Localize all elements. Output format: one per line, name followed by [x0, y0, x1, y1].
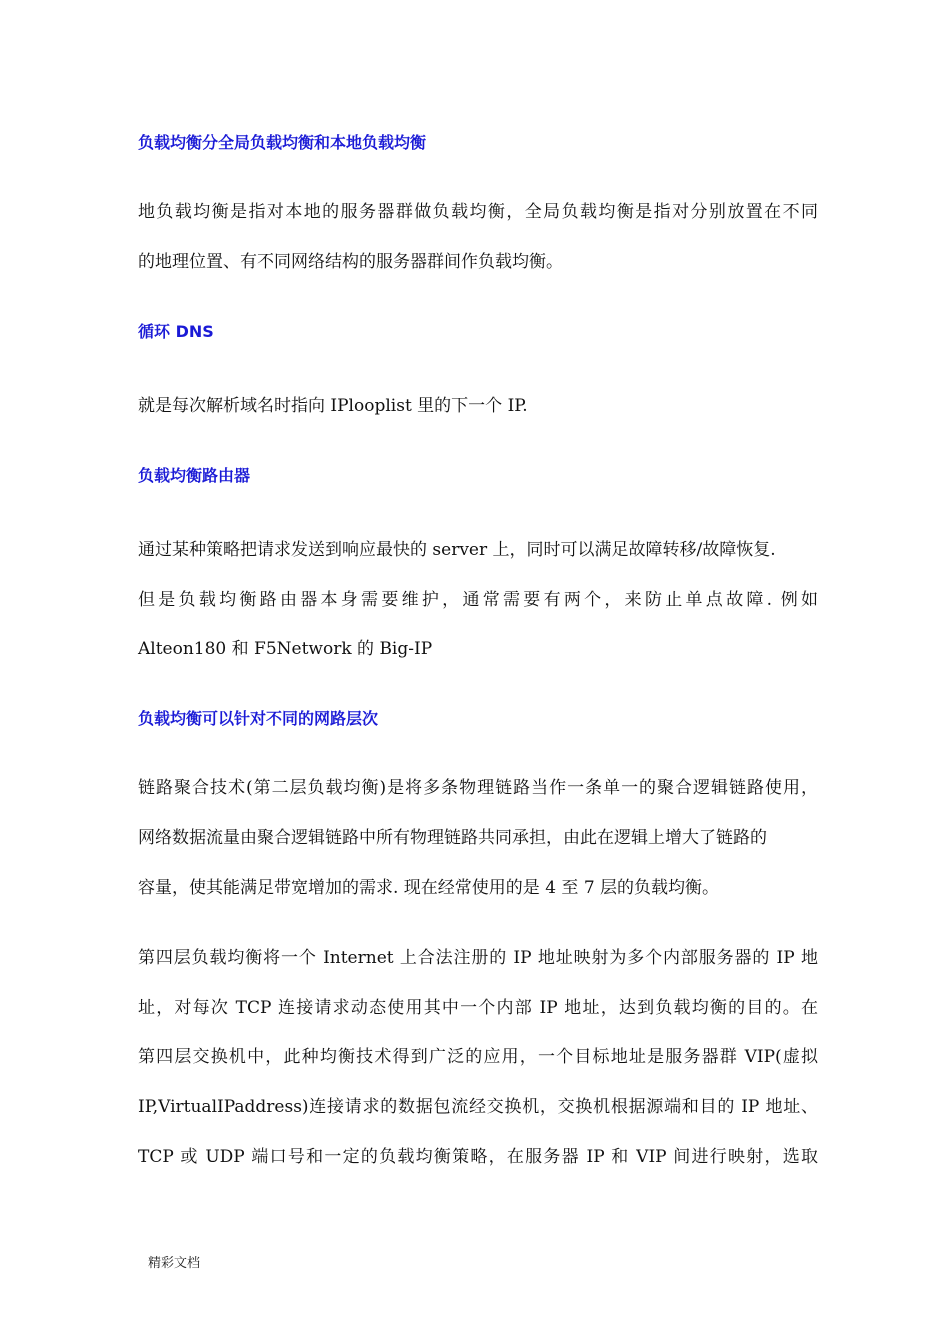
body-line: 容量，使其能满足带宽增加的需求. 现在经常使用的是 4 至 7 层的负载均衡。 [138, 878, 720, 898]
body-line: 但是负载均衡路由器本身需要维护，通常需要有两个，来防止单点故障. 例如 [138, 590, 818, 610]
body-line: 链路聚合技术(第二层负载均衡)是将多条物理链路当作一条单一的聚合逻辑链路使用， [138, 778, 818, 798]
body-line: TCP 或 UDP 端口号和一定的负载均衡策略，在服务器 IP 和 VIP 间进行映射，选取 [138, 1147, 818, 1167]
body-line: 就是每次解析域名时指向 IPlooplist 里的下一个 IP. [138, 396, 528, 416]
body-line: 网络数据流量由聚合逻辑链路中所有物理链路共同承担，由此在逻辑上增大了链路的 [138, 828, 767, 848]
body-line: 第四层负载均衡将一个 Internet 上合法注册的 IP 地址映射为多个内部服务器的 IP 地 [138, 948, 818, 968]
page-footer-label: 精彩文档 [148, 1256, 201, 1271]
section-heading-network-layers: 负载均衡可以针对不同的网路层次 [138, 709, 379, 728]
body-line: 地负载均衡是指对本地的服务器群做负载均衡，全局负载均衡是指对分别放置在不同 [138, 202, 818, 222]
body-line: 通过某种策略把请求发送到响应最快的 server 上，同时可以满足故障转移/故障恢复. [138, 540, 776, 560]
body-line: Alteon180 和 F5Network 的 Big-IP [138, 639, 433, 659]
body-line: 的地理位置、有不同网络结构的服务器群间作负载均衡。 [138, 252, 563, 272]
body-line: 址，对每次 TCP 连接请求动态使用其中一个内部 IP 地址，达到负载均衡的目的。在 [138, 998, 818, 1018]
section-heading-load-balancing-router: 负载均衡路由器 [138, 466, 251, 485]
section-heading-global-local: 负载均衡分全局负载均衡和本地负载均衡 [138, 133, 427, 152]
body-line: 第四层交换机中，此种均衡技术得到广泛的应用，一个目标地址是服务器群 VIP(虚拟 [138, 1047, 818, 1067]
body-line: IP,VirtualIPaddress)连接请求的数据包流经交换机，交换机根据源端和目的 IP 地址、 [138, 1097, 818, 1117]
section-heading-round-robin-dns: 循环 DNS [138, 322, 214, 341]
